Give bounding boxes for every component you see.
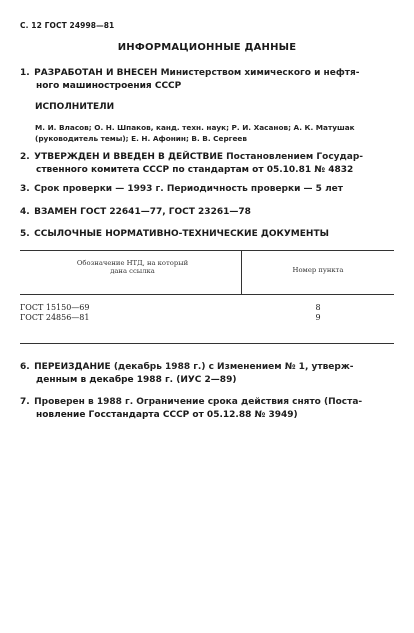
page-header: С. 12 ГОСТ 24998—81 xyxy=(20,21,115,30)
item-lead: ВЗАМЕН ГОСТ 22641—77, ГОСТ 23261—78 xyxy=(34,207,251,217)
header-line: Обозначение НТД, на который xyxy=(76,259,189,267)
item-lead: УТВЕРЖДЕН И ВВЕДЕН В ДЕЙСТВИЕ xyxy=(34,152,224,162)
item-2 xyxy=(20,151,392,177)
item-text-continued: денным в декабре 1988 г. (ИУС 2—89) xyxy=(36,375,237,385)
item-text-continued: ственного комитета СССР по стандартам от 05.10.81 № 4832 xyxy=(36,165,354,175)
item-3 xyxy=(20,183,392,196)
item-text: Проверен в 1988 г. Ограничение срока действия снято (Поста- xyxy=(34,397,363,407)
item-text: Срок проверки — 1993 г. Периодичность проверки — 5 лет xyxy=(34,184,343,194)
item-text: (декабрь 1988 г.) с Изменением № 1, утверж- xyxy=(110,362,354,372)
table-cell-clause: 8 xyxy=(315,303,321,312)
item-lead: ССЫЛОЧНЫЕ НОРМАТИВНО-ТЕХНИЧЕСКИЕ ДОКУМЕНТЫ xyxy=(34,229,329,239)
table-top-rule xyxy=(20,250,394,251)
executors-line: (руководитель темы); Е. Н. Афонин; В. В. Сергеев xyxy=(35,134,248,143)
item-1 xyxy=(20,67,392,93)
table-cell-document: ГОСТ 24856—81 xyxy=(20,313,90,322)
header-line: дана ссылка xyxy=(110,267,155,275)
item-5 xyxy=(20,228,392,241)
item-lead: РАЗРАБОТАН И ВНЕСЕН xyxy=(34,68,158,78)
table-header-document xyxy=(60,259,205,275)
item-4 xyxy=(20,206,392,219)
item-6 xyxy=(20,361,392,387)
item-number: 6. xyxy=(20,362,30,372)
item-text: Постановлением Государ- xyxy=(223,152,364,162)
table-bottom-rule xyxy=(20,343,394,344)
item-number: 7. xyxy=(20,397,30,407)
item-text-continued: новление Госстандарта СССР от 05.12.88 № 3949) xyxy=(36,410,298,420)
table-header-rule xyxy=(20,294,394,295)
page-title: ИНФОРМАЦИОННЫЕ ДАННЫЕ xyxy=(117,42,297,53)
item-number: 2. xyxy=(20,152,30,162)
item-text-continued: ного машиностроения СССР xyxy=(36,81,182,91)
table-cell-clause: 9 xyxy=(315,313,321,322)
item-number: 5. xyxy=(20,229,30,239)
table-cell-document: ГОСТ 15150—69 xyxy=(20,303,90,312)
executors-line: М. И. Власов; О. Н. Шпаков, канд. техн. наук; Р. И. Хасанов; А. К. Матушак xyxy=(35,123,355,132)
executors-list xyxy=(35,122,393,144)
table-header-clause: Номер пункта xyxy=(292,266,344,274)
item-number: 1. xyxy=(20,68,30,78)
item-lead: ПЕРЕИЗДАНИЕ xyxy=(34,362,111,372)
executors-title: ИСПОЛНИТЕЛИ xyxy=(35,102,115,112)
item-number: 4. xyxy=(20,207,30,217)
item-number: 3. xyxy=(20,184,30,194)
item-text: Министерством химического и нефтя- xyxy=(157,68,360,78)
item-7 xyxy=(20,396,392,422)
references-table xyxy=(20,250,394,344)
